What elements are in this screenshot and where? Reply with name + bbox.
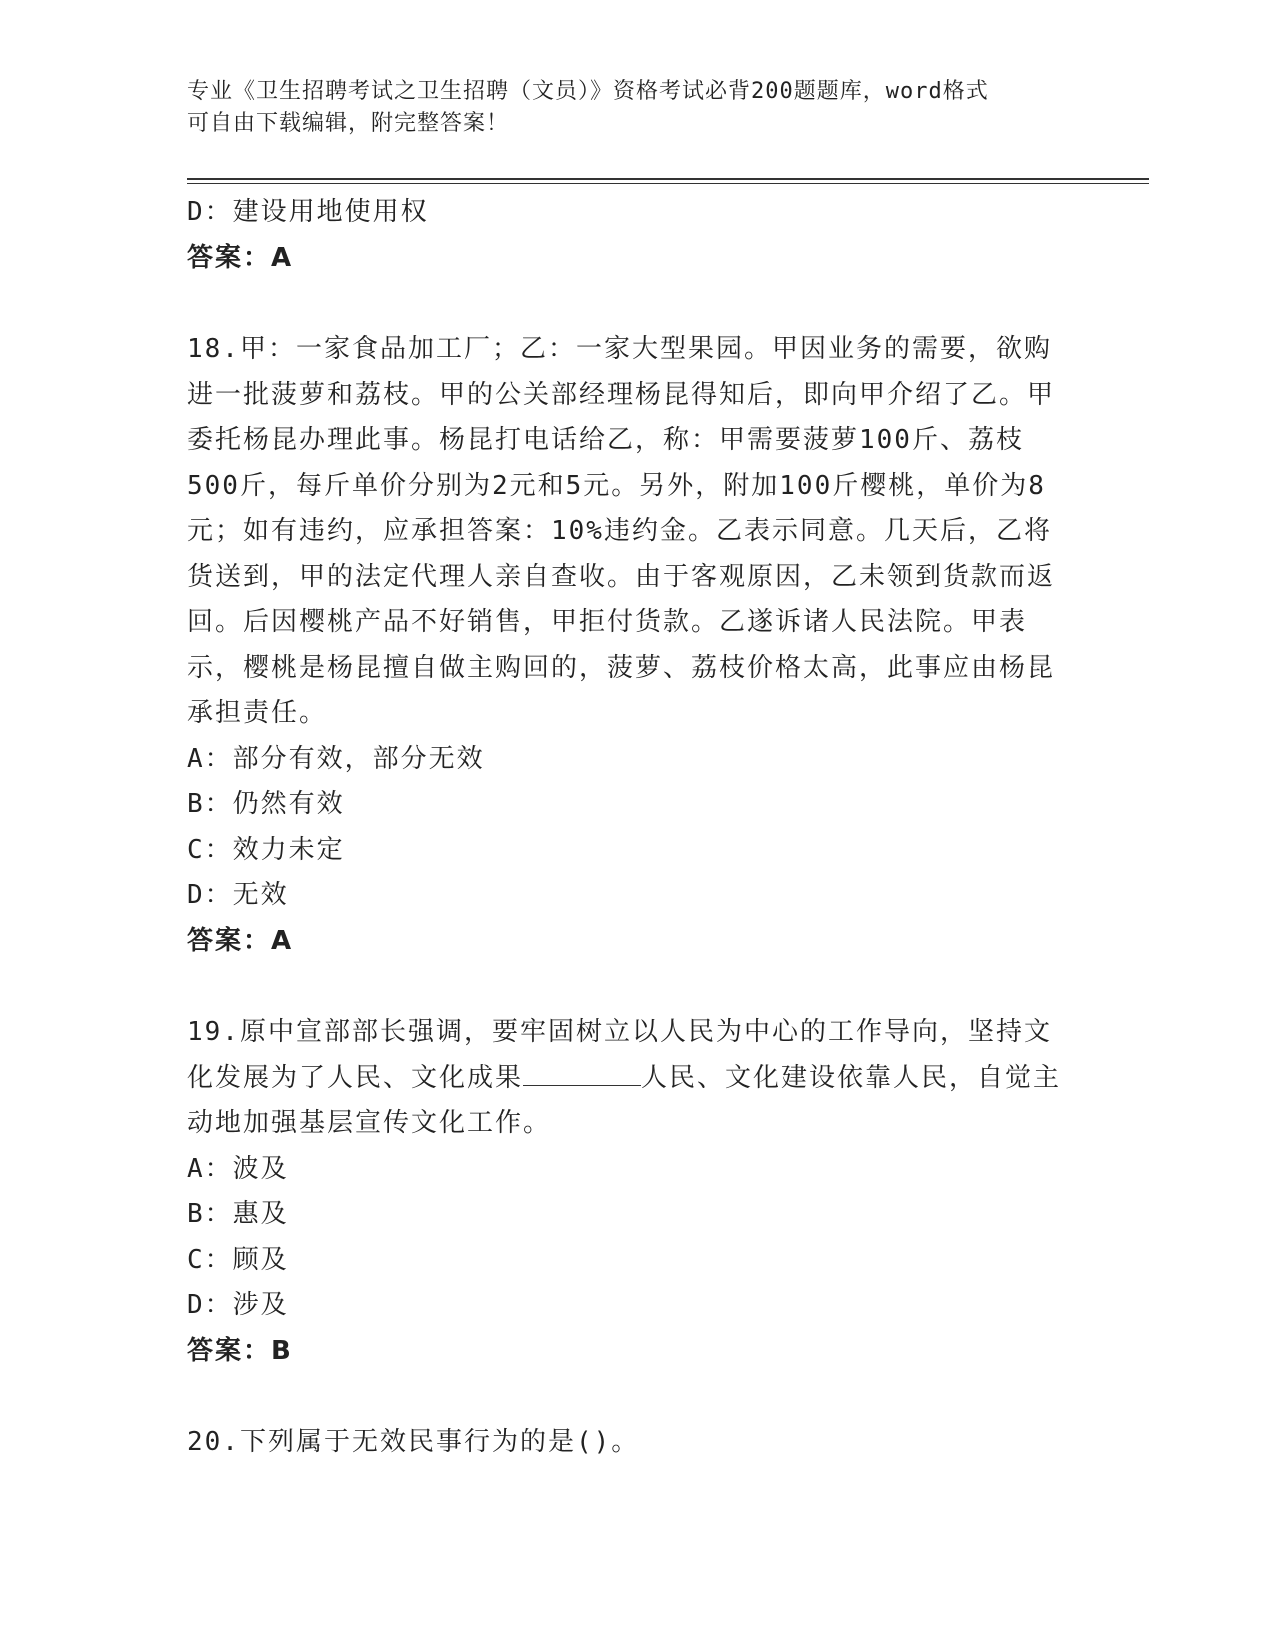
answer-label: 答案：A	[187, 925, 294, 956]
option-b: B：惠及	[187, 1199, 289, 1229]
question-stem: 18.甲：一家食品加工厂；乙：一家大型果园。甲因业务的需要，欲购进一批菠萝和荔枝。甲的公关部经理杨昆得知后，即向甲介绍了乙。甲委托杨昆办理此事。杨昆打电话给乙，称：甲需要菠萝100斤、荔枝500斤，每斤单价分别为2元和5元。另外，附加100斤樱桃，单价为8元；如有违约，应承担答案：10%违约金。乙表示同意。几天后，乙将货送到，甲的法定代理人亲自查收。由于客观原因，乙未领到货款而返回。后因樱桃产品不好销售，甲拒付货款。乙遂诉诸人民法院。甲表示，樱桃是杨昆擅自做主购回的，菠萝、荔枝价格太高，此事应由杨昆承担责任。	[187, 334, 1056, 728]
header-divider	[187, 178, 1149, 184]
header-subtitle-line: 可自由下载编辑，附完整答案！	[187, 111, 510, 136]
option-d: D：无效	[187, 880, 289, 910]
option-c: C：顾及	[187, 1244, 289, 1275]
previous-question-tail	[187, 190, 1067, 281]
fill-in-blank	[523, 1063, 641, 1086]
question-19	[187, 1010, 1067, 1374]
question-stem-part2: 人民、文化建设依靠人民，自觉主动地加强基层宣传文化工作。	[187, 1062, 1062, 1138]
question-20	[187, 1420, 1067, 1466]
option-a: A：波及	[187, 1153, 289, 1184]
document-body	[187, 190, 1067, 1466]
answer-label: 答案：B	[187, 1335, 293, 1366]
option-a: A：部分有效，部分无效	[187, 743, 485, 774]
question-stem	[187, 1010, 1067, 1147]
header-title-line: 专业《卫生招聘考试之卫生招聘（文员）》资格考试必背200题题库，word格式	[187, 79, 989, 104]
question-18	[187, 327, 1067, 964]
option-d: D：建设用地使用权	[187, 197, 429, 227]
answer-label: 答案：A	[187, 242, 294, 273]
option-b: B：仍然有效	[187, 789, 345, 819]
option-d: D：涉及	[187, 1290, 289, 1320]
option-c: C：效力未定	[187, 834, 345, 865]
question-stem-part1: 19.原中宣部部长强调，要牢固树立以人民为中心的工作导向，坚持文化发展为了人民、文化成果	[187, 1017, 1052, 1093]
question-stem: 20.下列属于无效民事行为的是()。	[187, 1427, 640, 1457]
document-header	[187, 76, 1067, 140]
